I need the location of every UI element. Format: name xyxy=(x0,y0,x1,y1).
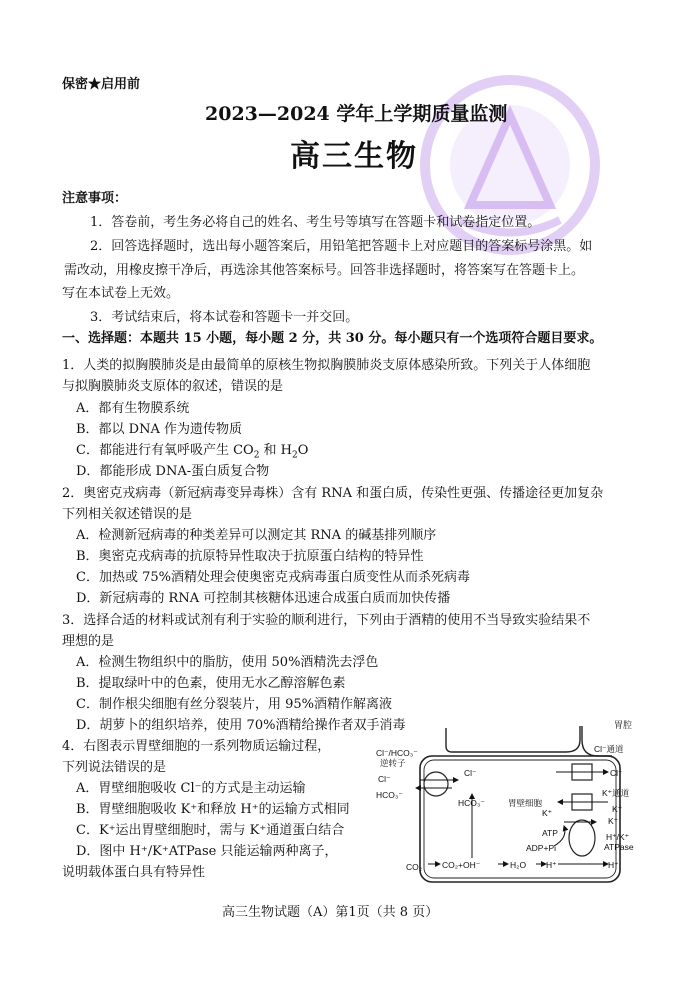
q2-stem: 2．奥密克戎病毒（新冠病毒变异毒株）含有 RNA 和蛋白质，传染性更强、传播途径更加复杂 xyxy=(62,486,604,501)
diagram-co2: CO₂ xyxy=(406,862,423,872)
notice-item-1: 1．答卷前，考生务必将自己的姓名、考生号等填写在答题卡和试卷指定位置。 xyxy=(90,215,541,230)
notice-item-2-cont: 需改动，用橡皮擦干净后，再选涂其他答案标号。回答非选择题时，将答案写在答题卡上。 xyxy=(64,263,585,278)
q2-option-b: B．奥密克戎病毒的抗原特异性取决于抗原蛋白结构的特异性 xyxy=(76,549,424,564)
q3-option-c: C．制作根尖细胞有丝分裂装片，用 95%酒精作解离液 xyxy=(76,697,392,712)
diagram-co2-oh: CO₂+OH⁻ xyxy=(442,860,481,870)
diagram-cl-in: Cl⁻ xyxy=(464,768,477,778)
diagram-cell-label: 胃壁细胞 xyxy=(508,798,543,808)
diagram-hco3-out: HCO₃⁻ xyxy=(376,790,403,800)
diagram-cl-out: Cl⁻ xyxy=(378,774,391,784)
q1-option-c: C．都能进行有氧呼吸产生 $CO_2$ 和 $H_2O$ xyxy=(76,443,309,461)
diagram-h-lumen: H⁺ xyxy=(608,860,619,870)
exam-title: 2023—2024 学年上学期质量监测 xyxy=(205,103,508,125)
school-logo-watermark xyxy=(420,55,600,295)
diagram-cl-channel: Cl⁻通道 xyxy=(594,744,624,754)
q1-stem: 1．人类的拟胸膜肺炎是由最简单的原核生物拟胸膜肺炎支原体感染所致。下列关于人体细胞 xyxy=(62,358,591,373)
q4-option-c: C．K⁺运出胃壁细胞时，需与 K⁺通道蛋白结合 xyxy=(76,823,345,838)
diagram-h-in: H⁺ xyxy=(546,860,557,870)
q4-stem-cont: 下列说法错误的是 xyxy=(62,760,167,775)
q1-option-b: B．都以 DNA 作为遗传物质 xyxy=(76,422,243,437)
notice-item-3: 3．考试结束后，将本试卷和答题卡一并交回。 xyxy=(90,310,359,325)
q1-stem-cont: 与拟胸膜肺炎支原体的叙述，错误的是 xyxy=(62,379,284,394)
antiporter-protein xyxy=(424,772,448,796)
q4-option-d-cont: 说明载体蛋白具有特异性 xyxy=(62,865,206,880)
notice-title: 注意事项： xyxy=(62,191,128,206)
diagram-adp: ADP+Pi xyxy=(526,843,556,853)
notice-item-2: 2．回答选择题时，选出每小题答案后，用铅笔把答题卡上对应题目的答案标号涂黑。如 xyxy=(90,239,593,254)
q3-stem: 3．选择合适的材料或试剂有利于实验的顺利进行，下列由于酒精的使用不当导致实验结果不 xyxy=(62,613,591,628)
diagram-pump-1: H⁺/K⁺ xyxy=(606,832,630,842)
q3-option-d: D．胡萝卜的组织培养，使用 70%酒精给操作者双手消毒 xyxy=(76,718,406,733)
confidential-mark: 保密★启用前 xyxy=(62,77,141,92)
q3-option-a: A．检测生物组织中的脂肪，使用 50%酒精洗去浮色 xyxy=(76,655,379,670)
q4-option-a: A．胃壁细胞吸收 Cl⁻的方式是主动运输 xyxy=(76,781,306,796)
section-title: 一、选择题：本题共 15 小题，每小题 2 分，共 30 分。每小题只有一个选项符合题目要求。 xyxy=(62,331,603,346)
diagram-h2o: H₂O xyxy=(510,860,527,870)
diagram-k-in: K⁺ xyxy=(542,808,553,818)
diagram-antiporter-1: Cl⁻/HCO₃⁻ xyxy=(376,748,418,758)
gastric-cell-diagram xyxy=(376,718,656,888)
q4-option-b: B．胃壁细胞吸收 K⁺和释放 H⁺的运输方式相同 xyxy=(76,802,350,817)
q1-option-a: A．都有生物膜系统 xyxy=(76,401,190,416)
diagram-atp: ATP xyxy=(542,828,558,838)
q3-stem-cont: 理想的是 xyxy=(62,634,115,649)
diagram-pump-2: ATPase xyxy=(604,842,634,852)
diagram-cl-lumen: Cl⁻ xyxy=(610,768,623,778)
diagram-stomach-cavity: 胃腔 xyxy=(614,720,633,730)
subject-title: 高三生物 xyxy=(290,139,418,174)
q2-option-d: D．新冠病毒的 RNA 可控制其核糖体迅速合成蛋白质而加快传播 xyxy=(76,591,451,606)
diagram-k-lumen-2: K⁺ xyxy=(608,816,619,826)
diagram-k-channel: K⁺通道 xyxy=(602,788,630,798)
h-k-atpase-pump xyxy=(569,820,595,856)
q1-option-d: D．都能形成 DNA-蛋白质复合物 xyxy=(76,464,270,479)
notice-item-2-end: 写在本试卷上无效。 xyxy=(62,286,180,301)
q4-stem: 4．右图表示胃壁细胞的一系列物质运输过程， xyxy=(62,739,331,754)
diagram-k-lumen-1: K⁺ xyxy=(612,804,623,814)
q2-option-c: C．加热或 75%酒精处理会使奥密克戎病毒蛋白质变性从而杀死病毒 xyxy=(76,570,470,585)
q2-option-a: A．检测新冠病毒的种类差异可以测定其 RNA 的碱基排列顺序 xyxy=(76,528,437,543)
diagram-hco3-in: HCO₃⁻ xyxy=(458,798,485,808)
page-footer: 高三生物试题（A）第1页（共 8 页） xyxy=(222,905,439,920)
q4-option-d: D．图中 H⁺/K⁺ATPase 只能运输两种离子， xyxy=(76,844,338,859)
q2-stem-cont: 下列相关叙述错误的是 xyxy=(62,507,193,522)
diagram-antiporter-2: 逆转子 xyxy=(380,758,406,768)
q3-option-b: B．提取绿叶中的色素，使用无水乙醇溶解色素 xyxy=(76,676,346,691)
